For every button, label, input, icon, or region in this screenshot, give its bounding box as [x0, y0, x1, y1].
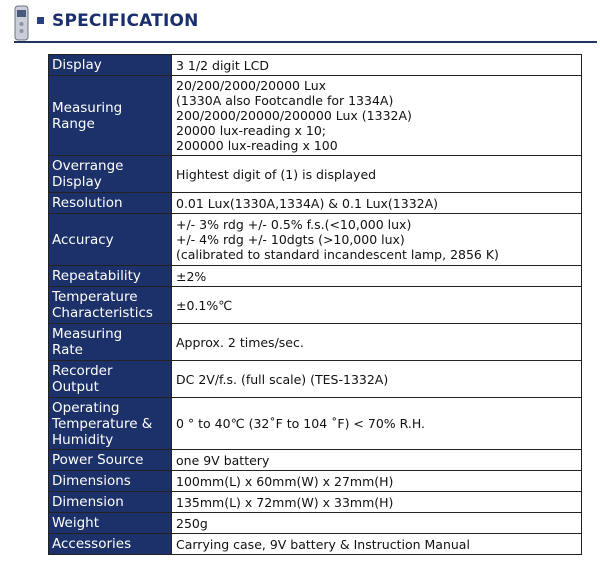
page-title: SPECIFICATION — [52, 11, 199, 31]
spec-row-resolution — [49, 193, 582, 214]
spec-value: 100mm(L) x 60mm(W) x 27mm(H) — [172, 471, 582, 492]
spec-row-power-source — [49, 450, 582, 471]
spec-value: Hightest digit of (1) is displayed — [172, 156, 582, 193]
spec-value: 135mm(L) x 72mm(W) x 33mm(H) — [172, 492, 582, 513]
spec-value: 20/200/2000/20000 Lux (1330A also Footcandle for 1334A) 200/2000/20000/200000 Lux (1332A) 20000 lux-reading x 10; 200000 lux-reading x 100 — [172, 76, 582, 156]
spec-row-accessories — [49, 534, 582, 555]
spec-value: 250g — [172, 513, 582, 534]
spec-row-operating-conditions — [49, 398, 582, 450]
spec-row-accuracy — [49, 214, 582, 266]
spec-label: Repeatability — [49, 266, 172, 287]
spec-label: Measuring Rate — [49, 324, 172, 361]
spec-row-dimensions — [49, 471, 582, 492]
spec-row-overrange-display — [49, 156, 582, 193]
spec-row-measuring-range — [49, 76, 582, 156]
header-divider — [14, 41, 597, 43]
spec-value: 3 1/2 digit LCD — [172, 55, 582, 76]
spec-label: Overrange Display — [49, 156, 172, 193]
spec-row-recorder-output — [49, 361, 582, 398]
spec-value: Carrying case, 9V battery & Instruction Manual — [172, 534, 582, 555]
spec-value: ±2% — [172, 266, 582, 287]
spec-row-temperature-characteristics — [49, 287, 582, 324]
specification-table — [48, 54, 582, 555]
spec-value: Approx. 2 times/sec. — [172, 324, 582, 361]
title-bullet — [37, 17, 44, 24]
spec-value: DC 2V/f.s. (full scale) (TES-1332A) — [172, 361, 582, 398]
spec-value: one 9V battery — [172, 450, 582, 471]
spec-value: 0 ° to 40℃ (32˚F to 104 ˚F) < 70% R.H. — [172, 398, 582, 450]
spec-row-repeatability — [49, 266, 582, 287]
spec-label: Resolution — [49, 193, 172, 214]
meter-icon — [12, 4, 32, 44]
spec-label: Accessories — [49, 534, 172, 555]
spec-label: Dimension — [49, 492, 172, 513]
spec-row-dimension — [49, 492, 582, 513]
spec-label: Measuring Range — [49, 76, 172, 156]
spec-label: Operating Temperature & Humidity — [49, 398, 172, 450]
spec-row-weight — [49, 513, 582, 534]
spec-label: Weight — [49, 513, 172, 534]
spec-label: Power Source — [49, 450, 172, 471]
spec-label: Temperature Characteristics — [49, 287, 172, 324]
spec-row-measuring-rate — [49, 324, 582, 361]
spec-value: +/- 3% rdg +/- 0.5% f.s.(<10,000 lux) +/- 4% rdg +/- 10dgts (>10,000 lux) (calibrated to standard incandescent lamp, 2856 K) — [172, 214, 582, 266]
spec-label: Dimensions — [49, 471, 172, 492]
spec-value: 0.01 Lux(1330A,1334A) & 0.1 Lux(1332A) — [172, 193, 582, 214]
spec-value: ±0.1%℃ — [172, 287, 582, 324]
spec-row-display — [49, 55, 582, 76]
spec-label: Recorder Output — [49, 361, 172, 398]
spec-label: Display — [49, 55, 172, 76]
section-header — [0, 0, 600, 46]
spec-label: Accuracy — [49, 214, 172, 266]
